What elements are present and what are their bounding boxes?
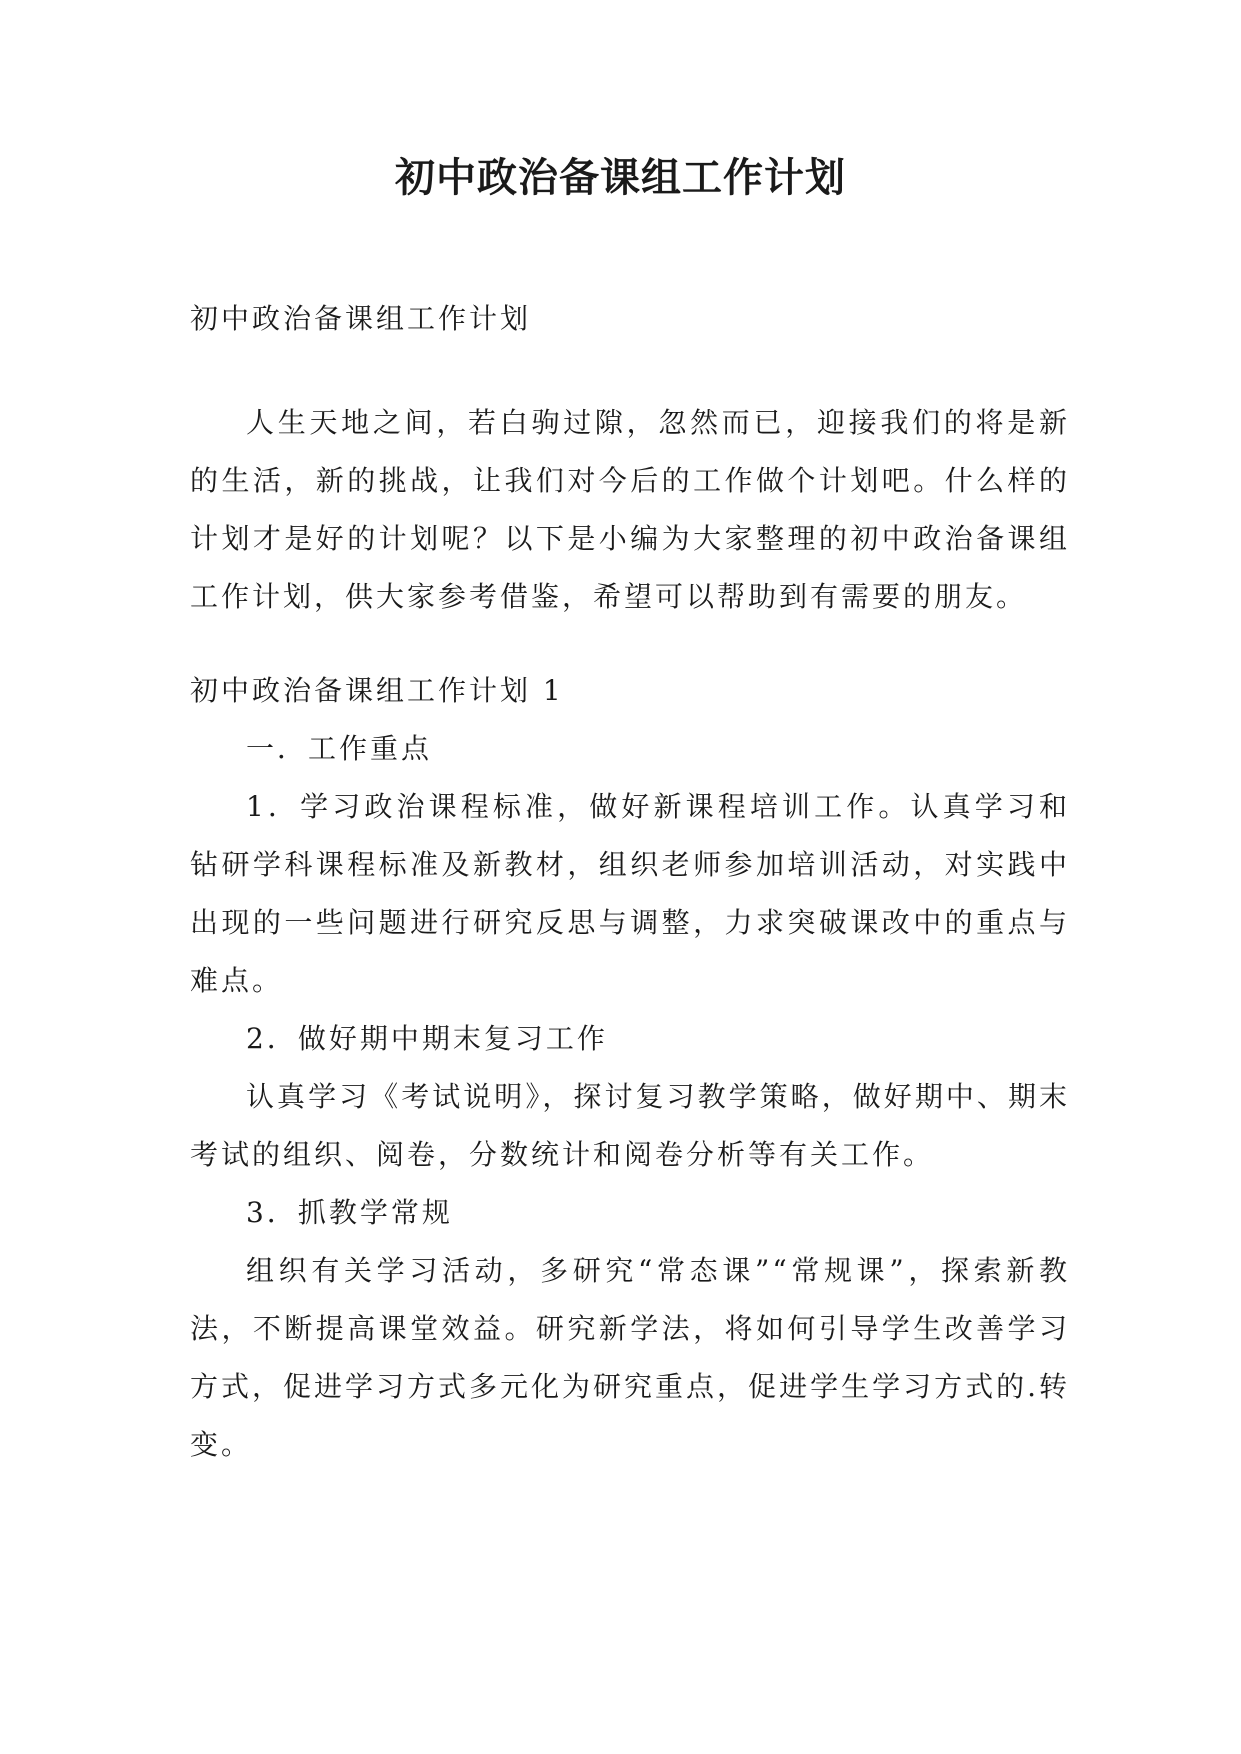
document-body	[190, 290, 1070, 1474]
item-2-heading: 2．做好期中期末复习工作	[246, 1022, 608, 1055]
item-2-paragraph: 认真学习《考试说明》，探讨复习教学策略，做好期中、期末考试的组织、阅卷，分数统计和阅卷分析等有关工作。	[190, 1080, 1070, 1171]
document-title: 初中政治备课组工作计划	[395, 154, 846, 201]
spacer	[190, 626, 1070, 662]
intro-paragraph: 人生天地之间，若白驹过隙，忽然而已，迎接我们的将是新的生活，新的挑战，让我们对今后的工作做个计划吧。什么样的计划才是好的计划呢？以下是小编为大家整理的初中政治备课组工作计划，供大家参考借鉴，希望可以帮助到有需要的朋友。	[190, 406, 1070, 613]
item-3-paragraph: 组织有关学习活动，多研究“常态课”“常规课”，探索新教法，不断提高课堂效益。研究新学法，将如何引导学生改善学习方式，促进学习方式多元化为研究重点，促进学生学习方式的.转变。	[190, 1254, 1070, 1461]
item-1-paragraph: 1．学习政治课程标准，做好新课程培训工作。认真学习和钻研学科课程标准及新教材，组织老师参加培训活动，对实践中出现的一些问题进行研究反思与调整，力求突破课改中的重点与难点。	[190, 790, 1070, 997]
section-title: 初中政治备课组工作计划 1	[190, 674, 564, 707]
spacer	[190, 348, 1070, 394]
item-3-heading: 3．抓教学常规	[246, 1196, 453, 1229]
document-subtitle: 初中政治备课组工作计划	[190, 302, 532, 335]
heading-work-focus: 一．工作重点	[246, 732, 433, 765]
